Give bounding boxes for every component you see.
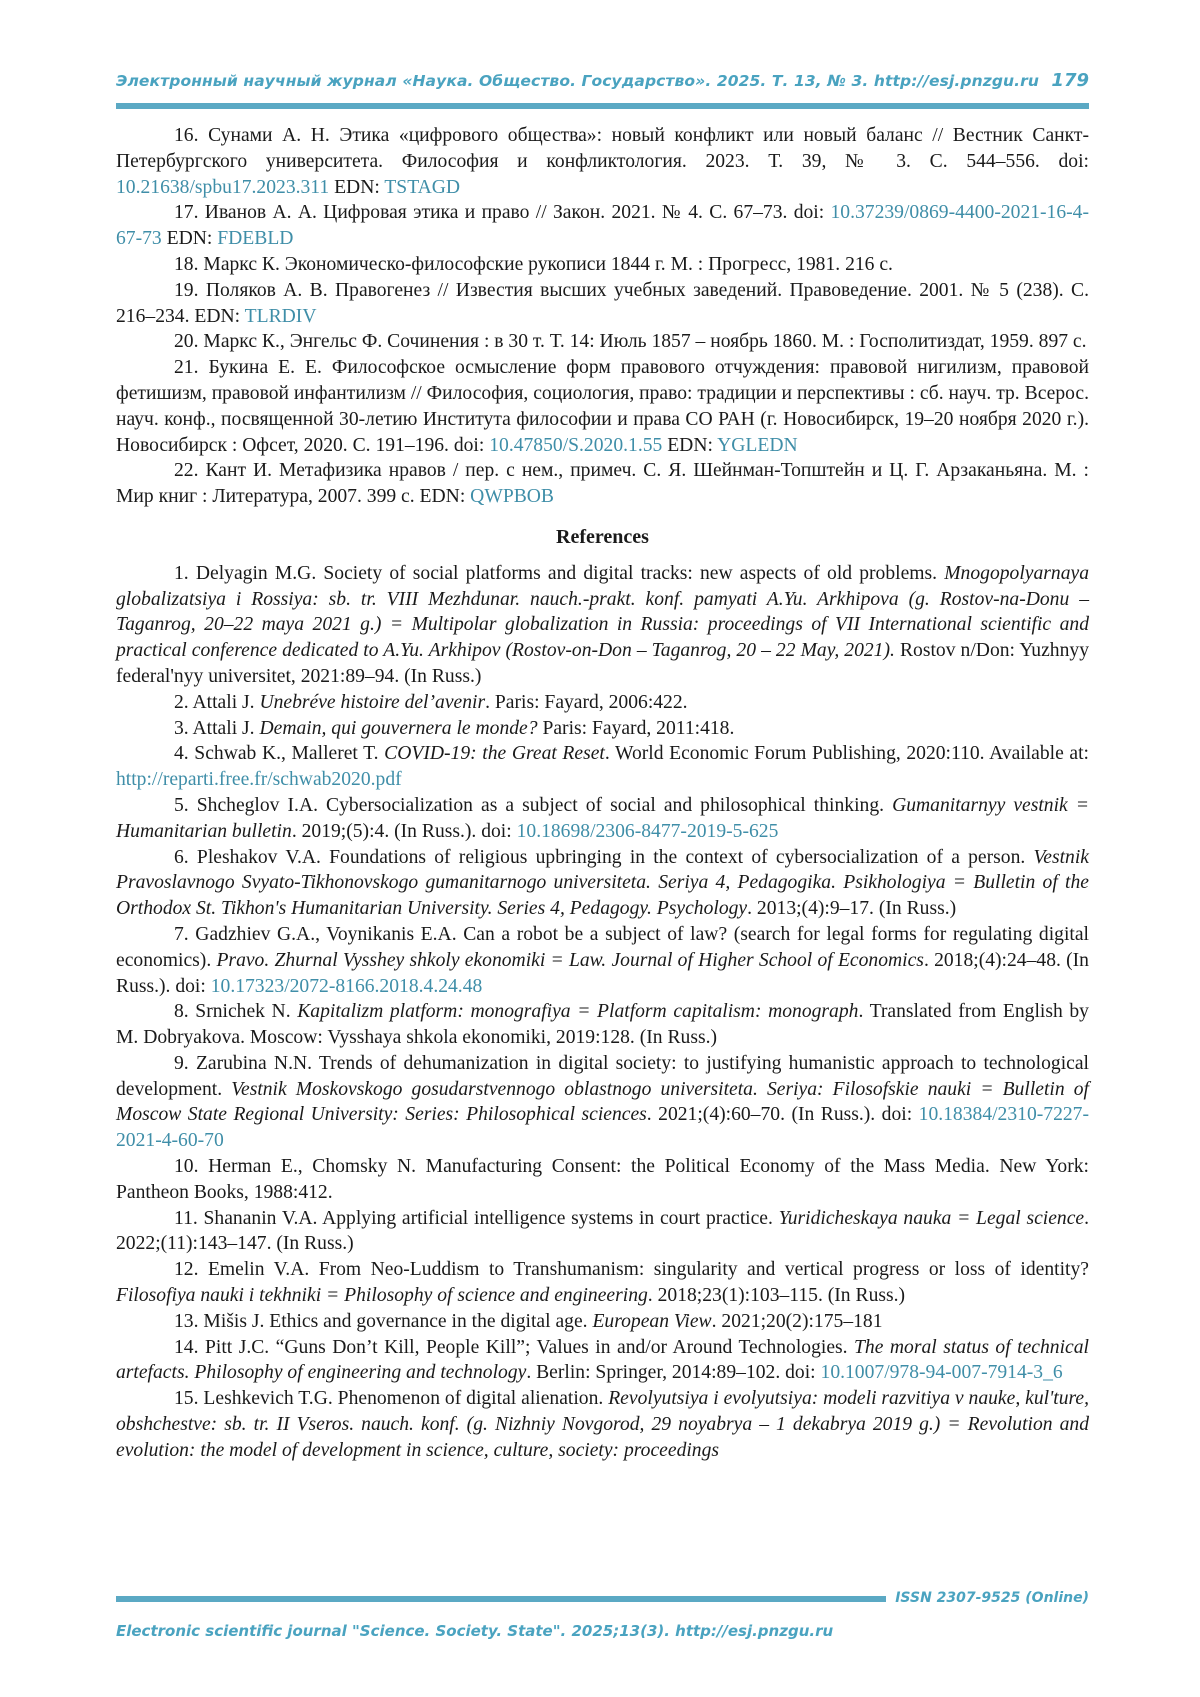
footer-rule [116, 1596, 886, 1602]
reference-en-10: 10. Herman E., Chomsky N. Manufacturing Consent: the Political Economy of the Mass Media. New York: Pantheon Books, 1988:412. [116, 1156, 1089, 1203]
running-header-title: Электронный научный журнал «Наука. Общество. Государство». 2025. Т. 13, № 3. http://esj.pnzgu.ru [116, 72, 1040, 90]
reference-ru-20: 20. Маркс К., Энгельс Ф. Сочинения : в 30 т. Т. 14: Июль 1857 – ноябрь 1860. М. : Госполитиздат, 1959. 897 с. [174, 331, 1087, 353]
english-references-list [116, 561, 1089, 1464]
references-heading: References [556, 525, 649, 548]
reference-en-12: 12. Emelin V.A. From Neo-Luddism to Transhumanism: singularity and vertical progress or loss of identity? Filosofiya nauki i tekhniki = Philosophy of science and engineering. 2018;23(1):103–115. (In Russ.) [116, 1259, 1089, 1307]
edn-link[interactable]: FDEBLD [217, 228, 294, 250]
doi-link[interactable]: 10.18384/2310-7227-2021-4-60-70 [116, 1104, 1089, 1152]
edn-link[interactable]: QWPBOB [470, 486, 555, 508]
reference-ru-18: 18. Маркс К. Экономическо-философские рукописи 1844 г. М. : Прогресс, 1981. 216 с. [174, 253, 893, 275]
reference-ru-17: 17. Иванов А. А. Цифровая этика и право // Закон. 2021. № 4. С. 67–73. doi: 10.37239/0869-4400-2021-16-4-67-73 EDN: FDEBLD [116, 202, 1089, 250]
header-rule [116, 103, 1089, 109]
page-number: 179 [1051, 70, 1089, 91]
reference-en-1: 1. Delyagin M.G. Society of social platforms and digital tracks: new aspects of old problems. Mnogopolyarnaya globalizatsiya i Rossiya: sb. tr. VIII Mezhdunar. nauch.-prakt. konf. pamyati A.Yu. Arkhipova (g. Rostov-na-Donu – Taganrog, 20–22 maya 2021 g.) = Multipolar globalization in Russia: proceedings of VII International scientific and practical conference dedicated to A.Yu. Arkhipov (Rostov-on-Don – Taganrog, 20 – 22 May, 2021). Rostov n/Don: Yuzhnyy federal'nyy universitet, 2021:89–94. (In Russ.) [116, 562, 1089, 687]
russian-references-list [116, 123, 1089, 510]
reference-en-6: 6. Pleshakov V.A. Foundations of religious upbringing in the context of cybersocialization of a person. Vestnik Pravoslavnogo Svyato-Tikhonovskogo gumanitarnogo universiteta. Seriya 4, Pedagogika. Psikhologiya = Bulletin of the Orthodox St. Tikhon's Humanitarian University. Series 4, Pedagogy. Psychology. 2013;(4):9–17. (In Russ.) [116, 846, 1089, 920]
reference-ru-19: 19. Поляков А. В. Правогенез // Известия высших учебных заведений. Правоведение. 2001. № 5 (238). С. 216–234. EDN: TLRDIV [116, 279, 1089, 327]
reference-en-5: 5. Shcheglov I.A. Cybersocialization as a subject of social and philosophical thinking. Gumanitarnyy vestnik = Humanitarian bulletin. 2019;(5):4. (In Russ.). doi: 10.18698/2306-8477-2019-5-625 [116, 794, 1089, 842]
edn-link[interactable]: TSTAGD [384, 176, 461, 198]
reference-en-11: 11. Shananin V.A. Applying artificial intelligence systems in court practice. Yuridicheskaya nauka = Legal science. 2022;(11):143–147. (In Russ.) [116, 1207, 1089, 1255]
reference-en-9: 9. Zarubina N.N. Trends of dehumanization in digital society: to justifying humanistic approach to technological development. Vestnik Moskovskogo gosudarstvennogo oblastnogo universiteta. Seriya: Filosofskie nauki = Bulletin of Moscow State Regional University: Series: Philosophical sciences. 2021;(4):60–70. (In Russ.). doi: 10.18384/2310-7227-2021-4-60-70 [116, 1052, 1090, 1152]
reference-en-3: 3. Attali J. Demain, qui gouvernera le monde? Paris: Fayard, 2011:418. [174, 717, 735, 739]
doi-link[interactable]: 10.47850/S.2020.1.55 [489, 434, 663, 456]
reference-ru-21: 21. Букина Е. Е. Философское осмысление форм правового отчуждения: правовой нигилизм, правовой фетишизм, правовой инфантилизм // Философия, социология, право: традиции и перспективы : сб. науч. тр. Всерос. науч. конф., посвященной 30-летию Института философии и права СО РАН (г. Новосибирск, 19–20 ноября 2020 г.). Новосибирск : Офсет, 2020. С. 191–196. doi: 10.47850/S.2020.1.55 EDN: YGLEDN [116, 357, 1089, 456]
reference-en-8: 8. Srnichek N. Kapitalizm platform: monografiya = Platform capitalism: monograph. Translated from English by M. Dobryakova. Moscow: Vysshaya shkola ekonomiki, 2019:128. (In Russ.) [116, 1001, 1089, 1049]
footer-journal-title: Electronic scientific journal "Science. Society. State". 2025;13(3). http://esj.pnzgu.ru [116, 1622, 834, 1640]
reference-en-2: 2. Attali J. Unebréve histoire del’avenir. Paris: Fayard, 2006:422. [174, 691, 688, 713]
footer-issn: ISSN 2307-9525 (Online) [895, 1590, 1089, 1606]
edn-link[interactable]: TLRDIV [244, 305, 317, 327]
body-text [116, 123, 1089, 1464]
doi-link[interactable]: 10.37239/0869-4400-2021-16-4-67-73 [116, 202, 1089, 250]
reference-ru-16: 16. Сунами А. Н. Этика «цифрового общества»: новый конфликт или новый баланс // Вестник Санкт-Петербургского университета. Философия и конфликтология. 2023. Т. 39, № 3. С. 544–556. doi: 10.21638/spbu17.2023.311 EDN: TSTAGD [116, 125, 1089, 198]
reference-en-14: 14. Pitt J.C. “Guns Don’t Kill, People Kill”; Values in and/or Around Technologies. The moral status of technical artefacts. Philosophy of engineering and technology. Berlin: Springer, 2014:89–102. doi: 10.1007/978-94-007-7914-3_6 [116, 1336, 1089, 1384]
doi-link[interactable]: 10.18698/2306-8477-2019-5-625 [516, 820, 779, 842]
reference-en-13: 13. Mišis J. Ethics and governance in the digital age. European View. 2021;20(2):175–181 [174, 1310, 883, 1332]
doi-link[interactable]: 10.21638/spbu17.2023.311 [116, 176, 330, 198]
reference-en-4: 4. Schwab K., Malleret T. COVID-19: the Great Reset. World Economic Forum Publishing, 2020:110. Available at: http://reparti.free.fr/schwab2020.pdf [116, 743, 1089, 791]
doi-link[interactable]: 10.1007/978-94-007-7914-3_6 [820, 1362, 1063, 1384]
edn-link[interactable]: YGLEDN [717, 434, 798, 456]
reference-en-7: 7. Gadzhiev G.A., Voynikanis E.A. Can a robot be a subject of law? (search for legal forms for regulating digital economics). Pravo. Zhurnal Vysshey shkoly ekonomiki = Law. Journal of Higher School of Economics. 2018;(4):24–48. (In Russ.). doi: 10.17323/2072-8166.2018.4.24.48 [116, 923, 1089, 997]
reference-en-15: 15. Leshkevich T.G. Phenomenon of digital alienation. Revolyutsiya i evolyutsiya: modeli razvitiya v nauke, kul'ture, obshchestve: sb. tr. II Vseros. nauch. konf. (g. Nizhniy Novgorod, 29 noyabrya – 1 dekabrya 2019 g.) = Revolution and evolution: the model of development in science, culture, society: proceedings [116, 1388, 1089, 1461]
url-link[interactable]: http://reparti.free.fr/schwab2020.pdf [116, 769, 402, 791]
doi-link[interactable]: 10.17323/2072-8166.2018.4.24.48 [210, 975, 483, 997]
reference-ru-22: 22. Кант И. Метафизика нравов / пер. с нем., примеч. С. Я. Шейнман-Топштейн и Ц. Г. Арзаканьяна. М. : Мир книг : Литература, 2007. 399 с. EDN: QWPBOB [116, 460, 1089, 508]
